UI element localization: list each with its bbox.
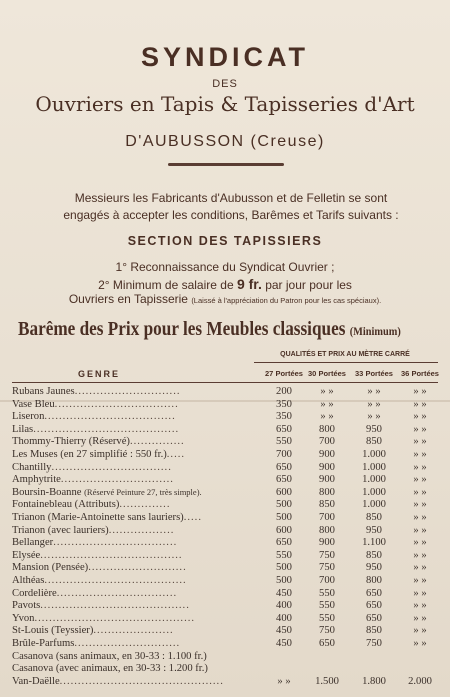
row-name: Boursin-Boanne [12, 486, 85, 498]
table-row [0, 462, 450, 474]
price-cell: 650 [276, 537, 292, 549]
row-name: Amphytrite [12, 474, 61, 486]
table-row [0, 449, 450, 461]
row-name: Casanova (avec animaux, en 30-33 : 1.200 fr.) [12, 663, 208, 675]
row-dots: ............................. [74, 386, 181, 397]
clause-2-c: Ouvriers en Tapisserie [68, 292, 192, 306]
row-name: Mansion (Pensée) [12, 562, 89, 574]
row-name: Trianon (Marie-Antoinette sans lauriers) [12, 512, 184, 523]
table-row [0, 512, 450, 524]
row-dots: ........................... [88, 562, 187, 574]
column-header-33: 33 Portées [355, 369, 393, 378]
row-dots: ....................................... [40, 549, 183, 561]
table-row [0, 537, 450, 549]
price-cell: » » [320, 386, 334, 397]
price-cell: » » [413, 486, 427, 498]
price-cell: » » [367, 398, 381, 410]
row-dots: .................................... [44, 411, 176, 423]
price-cell: 450 [276, 638, 292, 649]
price-cell: 350 [276, 411, 292, 423]
row-label [12, 386, 270, 397]
price-cell: 650 [276, 474, 292, 486]
row-dots: ............................................ [34, 612, 196, 624]
row-name: Chantilly [12, 461, 52, 473]
price-cell: 850 [366, 436, 382, 448]
table-row [0, 487, 450, 499]
row-name: Fontainebleau (Attributs) [12, 499, 120, 511]
intro-line-1: Messieurs les Fabricants d'Aubusson et de Felletin se sont [74, 191, 388, 205]
price-cell: 550 [276, 436, 292, 448]
qualities-header: QUALITÉS ET PRIX AU MÈTRE CARRÉ [280, 351, 410, 358]
price-cell: 850 [366, 625, 382, 637]
row-label [12, 436, 270, 447]
row-name: Cordelière [12, 587, 57, 599]
price-cell: 550 [319, 600, 335, 612]
row-name: Bellanger [12, 537, 54, 549]
row-label [12, 663, 270, 674]
price-cell: » » [413, 638, 427, 649]
price-cell: 800 [366, 575, 382, 586]
clause-2-note: (Laissé à l'appréciation du Patron pour les cas spéciaux). [191, 296, 382, 305]
price-cell: 2.000 [408, 675, 432, 687]
row-dots: ......................................... [40, 600, 190, 612]
price-cell: » » [277, 675, 291, 687]
row-note: (Réservé Peinture 27, très simple). [84, 486, 202, 497]
row-label [12, 575, 270, 586]
price-cell: 800 [319, 486, 335, 498]
row-label [12, 600, 270, 611]
clause-2 [0, 276, 450, 292]
price-cell: » » [367, 411, 381, 423]
row-dots: ............... [129, 436, 185, 448]
price-cell: » » [413, 587, 427, 599]
price-cell: 1.000 [362, 499, 386, 511]
table-row [0, 575, 450, 587]
price-cell: » » [413, 600, 427, 612]
price-cell: 950 [366, 524, 382, 536]
price-cell: » » [413, 449, 427, 460]
row-dots: ................................. [56, 587, 178, 599]
price-cell: 900 [319, 449, 335, 460]
row-label [12, 474, 270, 485]
row-name: Rubans Jaunes [12, 386, 75, 397]
row-label [12, 562, 270, 573]
price-cell: 1.000 [362, 449, 386, 460]
price-cell: 450 [276, 625, 292, 637]
price-cell: 750 [319, 549, 335, 561]
column-header-30: 30 Portées [308, 369, 346, 378]
price-cell: 550 [319, 612, 335, 624]
row-label [12, 525, 270, 536]
row-name: Les Muses (en 27 simplifié : 550 fr.) [12, 449, 167, 460]
price-cell: 550 [276, 549, 292, 561]
table-row [0, 386, 450, 398]
price-cell: 900 [319, 461, 335, 473]
row-label [12, 550, 270, 561]
price-cell: » » [413, 512, 427, 523]
row-label [12, 411, 270, 422]
row-label [12, 499, 270, 510]
row-dots: ...................... [93, 625, 174, 637]
price-cell: » » [413, 612, 427, 624]
row-label [12, 613, 270, 624]
row-name: Trianon (avec lauriers) [12, 524, 109, 536]
table-row [0, 525, 450, 537]
price-cell: » » [413, 524, 427, 536]
table-row [0, 588, 450, 600]
price-cell: 500 [276, 512, 292, 523]
price-cell: » » [367, 386, 381, 397]
intro-line-2: engagés à accepter les conditions, Barêmes et Tarifs suivants : [63, 208, 399, 222]
clause-2-continued [0, 292, 450, 306]
price-cell: 700 [319, 575, 335, 586]
price-cell: » » [413, 474, 427, 486]
row-dots: ....................................... [44, 575, 187, 586]
row-label [12, 537, 270, 548]
header-des: DES [212, 78, 238, 90]
header-subtitle: Ouvriers en Tapis & Tapisseries d'Art [35, 92, 415, 116]
row-label [12, 399, 270, 410]
row-label [12, 487, 270, 498]
clause-2-amount: 9 fr. [236, 276, 262, 292]
row-name: Brûle-Parfums [12, 638, 75, 649]
column-header-36: 36 Portées [401, 369, 439, 378]
price-cell: 1.000 [362, 486, 386, 498]
row-label [12, 424, 270, 435]
price-cell: » » [413, 499, 427, 511]
bareme-title-text: Barême des Prix pour les Meubles classiques [18, 318, 346, 340]
price-cell: » » [413, 575, 427, 586]
table-row [0, 600, 450, 612]
price-cell: » » [413, 549, 427, 561]
table-row [0, 499, 450, 511]
row-name: Liseron [12, 411, 45, 423]
row-label [12, 449, 270, 460]
row-name: Casanova (sans animaux, en 30-33 : 1.100 fr.) [12, 650, 207, 662]
price-cell: 850 [366, 512, 382, 523]
price-cell: 500 [276, 562, 292, 574]
header-location: D'AUBUSSON (Creuse) [125, 133, 325, 150]
price-cell: 350 [276, 398, 292, 410]
price-cell: 700 [276, 449, 292, 460]
row-name: St-Louis (Teyssier) [12, 625, 94, 637]
price-cell: 1.800 [362, 675, 386, 687]
table-row [0, 411, 450, 423]
row-name: Yvon [12, 612, 35, 624]
table-row [0, 562, 450, 574]
row-name: Thommy-Thierry (Réservé) [12, 436, 130, 448]
price-cell: 1.500 [315, 675, 339, 687]
table-row [0, 625, 450, 637]
price-cell: 950 [366, 423, 382, 435]
row-name: Pavots [12, 600, 41, 612]
price-cell: 1.000 [362, 461, 386, 473]
row-dots: ............................... [60, 474, 174, 486]
table-row [0, 399, 450, 411]
table-row [0, 474, 450, 486]
section-title: SECTION DES TAPISSIERS [127, 234, 323, 248]
row-name: Vase Bleu [12, 398, 55, 410]
price-cell: 700 [319, 512, 335, 523]
bareme-title [18, 318, 401, 341]
price-cell: 1.000 [362, 474, 386, 486]
table-header-rule [12, 382, 438, 383]
price-cell: 1.100 [362, 537, 386, 549]
price-cell: 650 [319, 638, 335, 649]
clause-2-a: 2° Minimum de salaire de [98, 278, 237, 292]
header-title: SYNDICAT [140, 42, 309, 72]
clause-1: 1° Reconnaissance du Syndicat Ouvrier ; [115, 260, 335, 274]
table-row [0, 676, 450, 688]
qualities-rule [254, 362, 438, 363]
row-dots: .............. [119, 499, 171, 511]
price-cell: » » [320, 411, 334, 423]
table-row [0, 663, 450, 675]
price-cell: 650 [366, 600, 382, 612]
table-row [0, 638, 450, 650]
price-cell: 800 [319, 524, 335, 536]
price-cell: 750 [319, 625, 335, 637]
price-cell: » » [413, 398, 427, 410]
table-row [0, 550, 450, 562]
price-cell: 500 [276, 575, 292, 586]
price-cell: » » [413, 537, 427, 549]
price-cell: 400 [276, 612, 292, 624]
price-cell: 650 [366, 612, 382, 624]
row-label [12, 651, 270, 662]
row-label [12, 462, 270, 473]
row-label [12, 588, 270, 599]
price-cell: 900 [319, 474, 335, 486]
price-cell: » » [413, 423, 427, 435]
row-dots: ........................................ [33, 423, 180, 435]
price-cell: » » [413, 386, 427, 397]
price-cell: » » [413, 436, 427, 448]
genre-header: GENRE [78, 369, 121, 379]
row-dots: ..... [166, 449, 186, 460]
row-name: Van-Daëlle [12, 675, 60, 687]
row-label [12, 512, 270, 523]
table-row [0, 424, 450, 436]
row-dots: ............................................. [59, 675, 224, 687]
row-dots: .................................. [53, 537, 178, 549]
price-cell: » » [413, 625, 427, 637]
price-cell: 550 [319, 587, 335, 599]
row-dots: ............................. [74, 638, 181, 649]
column-header-27: 27 Portées [265, 369, 303, 378]
price-cell: 600 [276, 486, 292, 498]
row-name: Elysée [12, 549, 41, 561]
table-row [0, 436, 450, 448]
table-row [0, 613, 450, 625]
bareme-minimum: (Minimum) [349, 324, 401, 338]
row-dots: .................. [108, 524, 175, 536]
price-cell: 450 [276, 587, 292, 599]
price-cell: 850 [319, 499, 335, 511]
price-cell: » » [413, 562, 427, 574]
row-dots: ................................. [51, 461, 172, 473]
price-cell: 650 [366, 587, 382, 599]
price-cell: 500 [276, 499, 292, 511]
price-cell: 750 [366, 638, 382, 649]
price-cell: 750 [319, 562, 335, 574]
table-row [0, 651, 450, 663]
clause-2-b: par jour pour les [261, 278, 352, 292]
row-name: Lilas [12, 423, 34, 435]
price-cell: 650 [276, 423, 292, 435]
price-cell: » » [320, 398, 334, 410]
price-cell: 900 [319, 537, 335, 549]
price-cell: 400 [276, 600, 292, 612]
price-cell: » » [413, 411, 427, 423]
row-label [12, 638, 270, 649]
price-cell: 850 [366, 549, 382, 561]
row-label [12, 625, 270, 636]
row-name: Althéas [12, 575, 45, 586]
price-cell: 950 [366, 562, 382, 574]
price-cell: 800 [319, 423, 335, 435]
row-label [12, 676, 270, 687]
price-cell: 650 [276, 461, 292, 473]
title-divider [168, 163, 284, 166]
price-cell: 700 [319, 436, 335, 448]
row-dots: .................................. [54, 398, 179, 410]
price-cell: 200 [276, 386, 292, 397]
price-cell: » » [413, 461, 427, 473]
price-cell: 600 [276, 524, 292, 536]
row-dots: ..... [183, 512, 202, 523]
